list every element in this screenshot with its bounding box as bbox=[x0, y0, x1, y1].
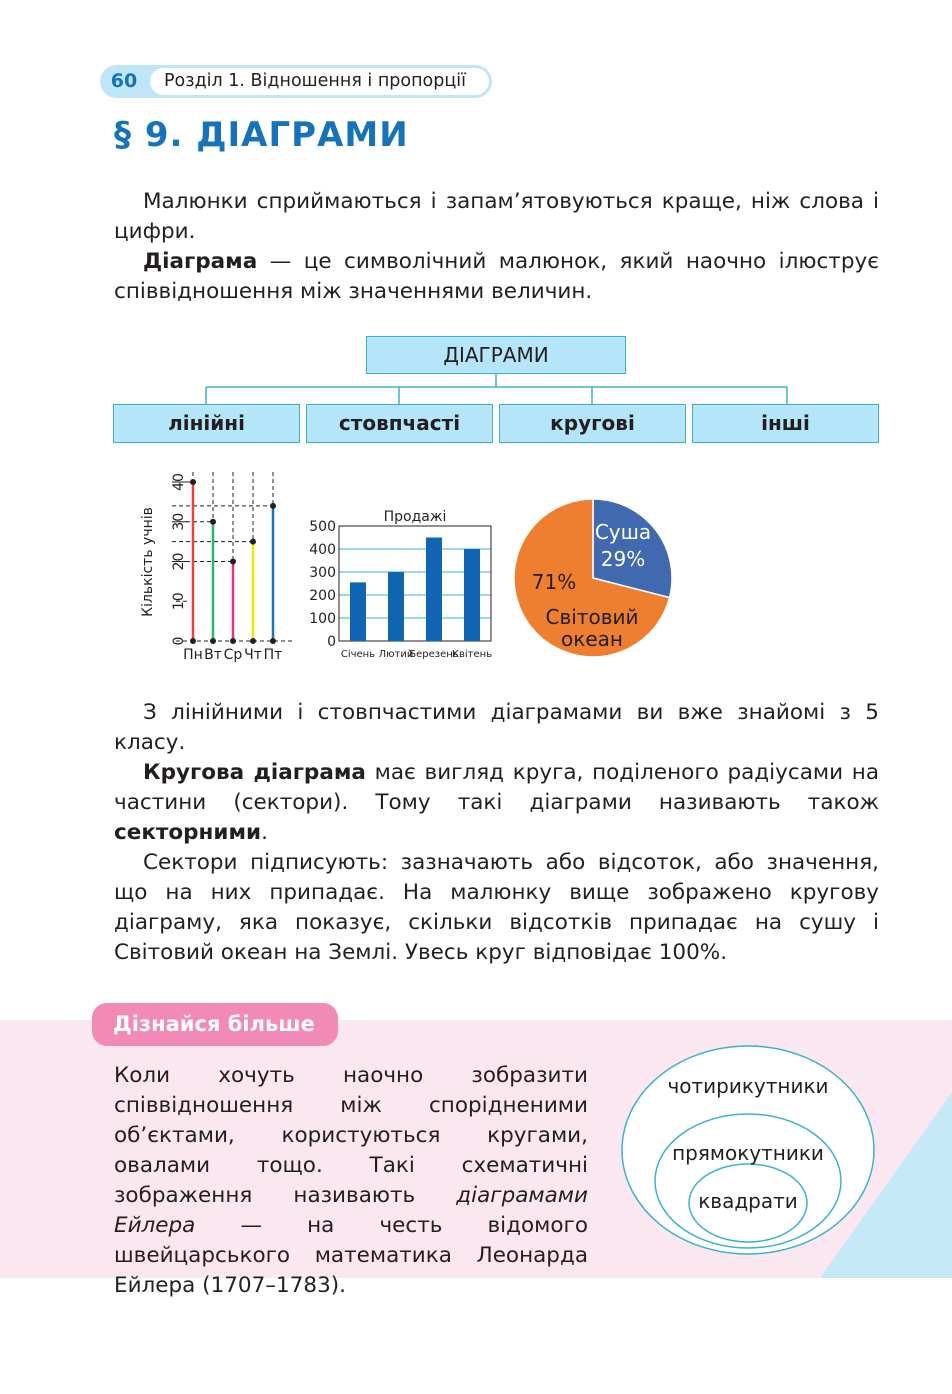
pie-label-ocean-line2: океан bbox=[561, 627, 623, 651]
term-sector: секторними bbox=[114, 820, 262, 845]
bar-chart-y-tick: 0 bbox=[327, 634, 336, 650]
pie-value-ocean: 71% bbox=[531, 570, 577, 594]
bar-chart-bar bbox=[350, 582, 366, 641]
bar-chart-bar bbox=[464, 549, 480, 641]
learn-more-text-a: Коли хочуть наочно зобразити співвідношення між спорідненими об’єктами, користуються кругами, овалами тощо. Такі схематичні зображення називають bbox=[114, 1063, 588, 1208]
bar-chart-y-tick: 500 bbox=[309, 519, 336, 535]
euler-label-inner: квадрати bbox=[698, 1189, 798, 1213]
term-diagram: Діаграма bbox=[143, 249, 258, 274]
tree-node-bar: стовпчасті bbox=[306, 404, 493, 443]
line-chart-base-point bbox=[190, 638, 196, 644]
line-chart-base-point bbox=[230, 638, 236, 644]
line-chart-x-tick: Вт bbox=[204, 647, 222, 663]
bar-chart-y-tick: 100 bbox=[309, 611, 336, 627]
bar-chart-title: Продажі bbox=[383, 509, 447, 525]
bar-chart-y-tick: 400 bbox=[309, 542, 336, 558]
line-chart-y-tick: 30 bbox=[171, 512, 187, 531]
line-chart-x-tick: Чт bbox=[244, 647, 262, 663]
term-euler-diagrams: діаграмами Ейлера bbox=[114, 1183, 588, 1238]
page-number: 60 bbox=[110, 70, 138, 92]
line-chart-base-point bbox=[210, 638, 216, 644]
term-pie-chart: Кругова діаграма bbox=[143, 760, 366, 785]
line-chart-point bbox=[250, 539, 256, 545]
euler-label-middle: прямокутники bbox=[672, 1141, 824, 1165]
line-chart-point bbox=[230, 559, 236, 565]
learn-more-text-b: — на честь відомого швейцарського математика Леонарда Ейлера (1707–1783). bbox=[114, 1213, 588, 1298]
line-chart-point bbox=[270, 503, 276, 509]
line-chart-point bbox=[190, 479, 196, 485]
line-chart-base-point bbox=[250, 638, 256, 644]
body-paragraph-2 bbox=[114, 758, 879, 848]
line-chart-x-tick: Ср bbox=[223, 647, 243, 663]
tree-node-linear: лінійні bbox=[113, 404, 300, 443]
pie-definition: має вигляд круга, поділеного радіусами на частини (сектори). Тому такі діаграми називають також bbox=[114, 760, 879, 815]
intro-paragraph-1: Малюнки сприймаються і запам’ятовуються краще, ніж слова і цифри. bbox=[114, 189, 879, 244]
bar-chart-bar bbox=[388, 572, 404, 641]
line-chart-base-point bbox=[270, 638, 276, 644]
bar-chart-x-tick: Лютий bbox=[378, 649, 414, 660]
line-chart-y-tick: 20 bbox=[171, 552, 187, 571]
bar-chart-x-tick: Березень bbox=[409, 649, 459, 660]
learn-more-text bbox=[114, 1061, 588, 1301]
charts-area bbox=[0, 0, 952, 680]
line-chart-y-tick: 10 bbox=[171, 592, 187, 611]
pie-label-ocean-line1: Світовий bbox=[545, 605, 639, 629]
pie-value-land: 29% bbox=[600, 547, 646, 571]
bar-chart-x-tick: Квітень bbox=[451, 649, 493, 660]
learn-more-label: Дізнайся більше bbox=[92, 1003, 338, 1046]
tree-root-box: ДІАГРАМИ bbox=[366, 336, 626, 374]
tree-node-other: інші bbox=[692, 404, 879, 443]
bar-chart-x-tick: Січень bbox=[340, 649, 376, 660]
line-chart-x-tick: Пт bbox=[263, 647, 283, 663]
definition-text: — це символічний малюнок, який наочно ілюструє співвідношення між значеннями величин. bbox=[114, 249, 879, 304]
line-chart-y-tick: 40 bbox=[171, 473, 187, 491]
bar-chart-y-tick: 300 bbox=[309, 565, 336, 581]
line-chart-y-label: Кількість учнів bbox=[140, 507, 156, 617]
pie-label-land: Суша bbox=[594, 520, 652, 544]
page-title: § 9. ДІАГРАМИ bbox=[114, 115, 409, 155]
body-paragraph-3: Сектори підписують: зазначають або відсоток, або значення, що на них припадає. На малюнку вище зображено кругову діаграму, яка показує, скільки відсотків припадає на сушу і Світовий океан на Землі. Увесь круг відповідає 100%. bbox=[114, 850, 879, 965]
body-paragraph-1: З лінійними і стовпчастими діаграмами ви вже знайомі з 5 класу. bbox=[114, 700, 879, 755]
euler-label-outer: чотирикутники bbox=[667, 1074, 829, 1098]
bar-chart-y-tick: 200 bbox=[309, 588, 336, 604]
sentence-end: . bbox=[261, 820, 268, 845]
tree-node-pie: кругові bbox=[499, 404, 686, 443]
line-chart-point bbox=[210, 519, 216, 525]
line-chart-y-tick: 0 bbox=[171, 636, 187, 646]
line-chart-x-tick: Пн bbox=[183, 647, 203, 663]
bar-chart-bar bbox=[426, 538, 442, 642]
body-text bbox=[114, 698, 879, 968]
section-title: Розділ 1. Відношення і пропорції bbox=[150, 68, 489, 95]
euler-diagram bbox=[620, 1042, 890, 1262]
